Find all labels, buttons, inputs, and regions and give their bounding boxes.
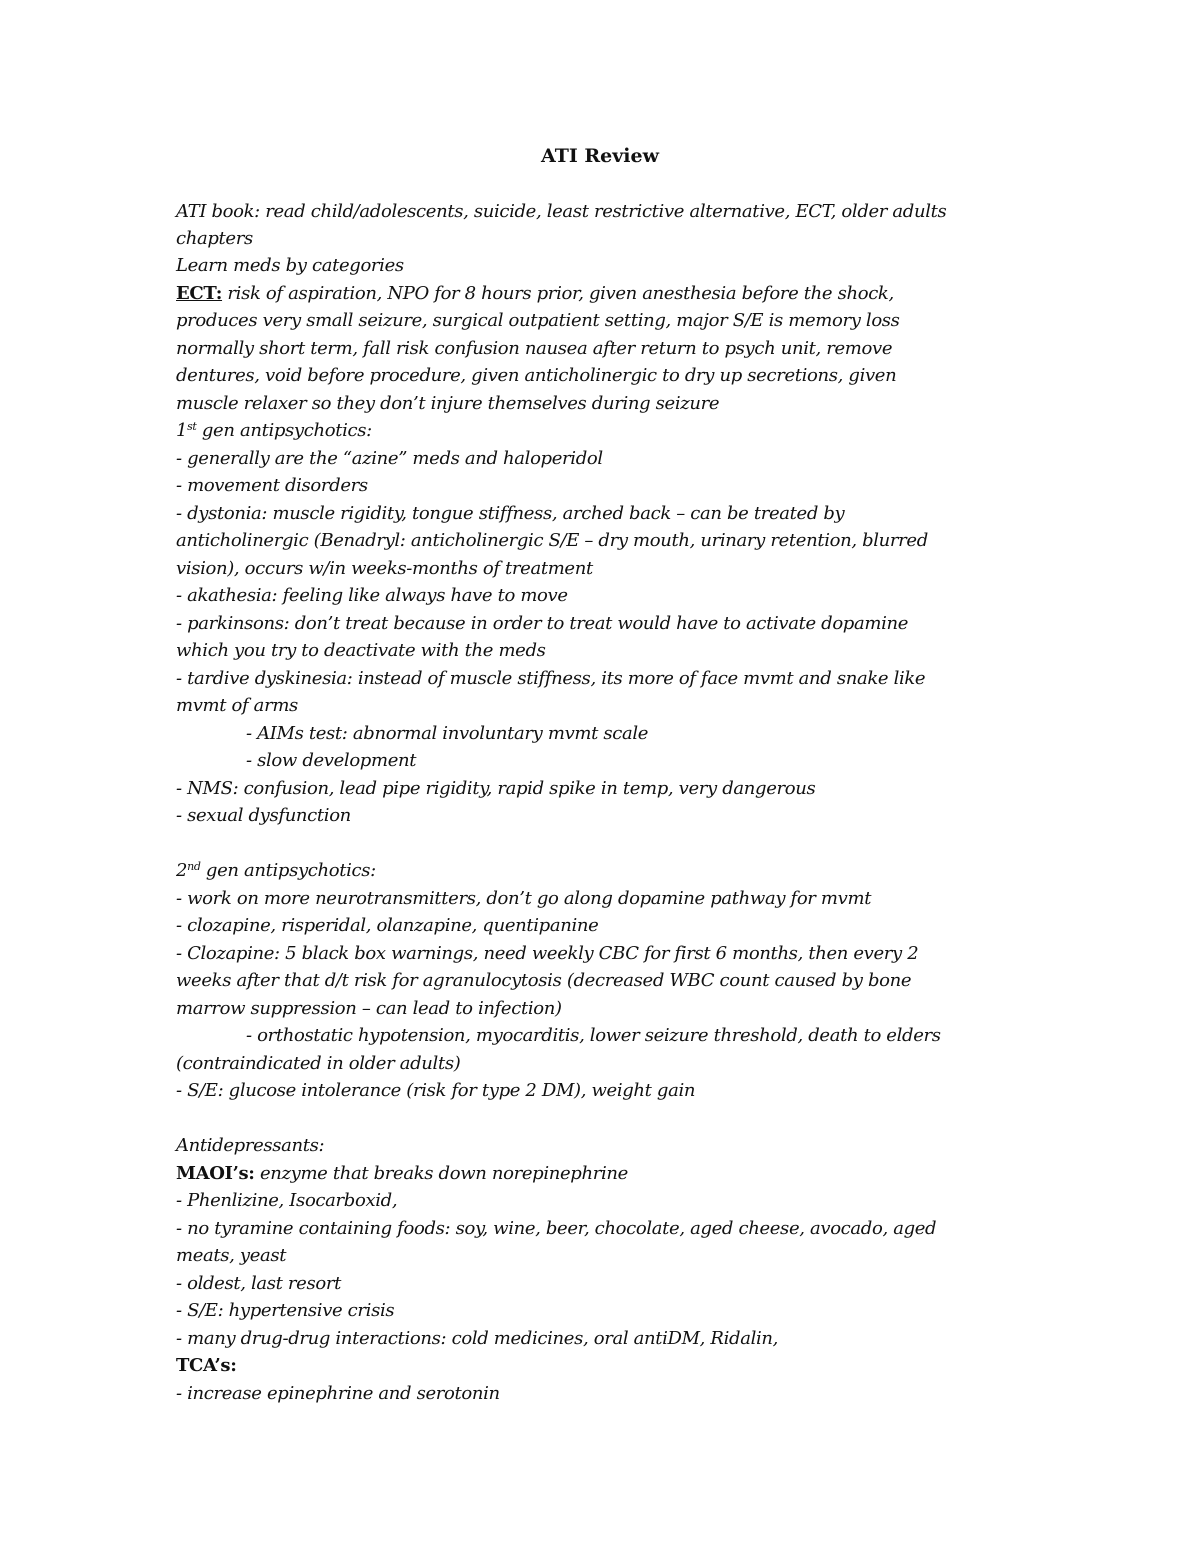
maoi-item-tyramine-2: meats, yeast [176, 1245, 287, 1266]
second-gen-item-clozapine: - Clozapine: 5 black box warnings, need weekly CBC for first 6 months, then every 2 [176, 943, 919, 964]
first-gen-item-akathesia: - akathesia: feeling like always have to move [176, 585, 568, 606]
first-gen-item-azine: - generally are the “azine” meds and haloperidol [176, 448, 603, 469]
first-gen-subitem-aims: - AIMs test: abnormal involuntary mvmt scale [246, 723, 649, 744]
ect-line [176, 280, 894, 307]
first-gen-item-parkinsons: - parkinsons: don’t treat because in order to treat would have to activate dopamine [176, 613, 909, 634]
maoi-item-tyramine: - no tyramine containing foods: soy, wine, beer, chocolate, aged cheese, avocado, aged [176, 1218, 937, 1239]
ect-line-3: normally short term, fall risk confusion nausea after return to psych unit, remove [176, 338, 893, 359]
first-gen-item-tardive-2: mvmt of arms [176, 695, 298, 716]
note-line-chapters: chapters [176, 228, 253, 249]
second-gen-subitem-orthostatic: - orthostatic hypotension, myocarditis, lower seizure threshold, death to elders [246, 1025, 941, 1046]
second-gen-item-clozapine-3: marrow suppression – can lead to infection) [176, 998, 562, 1019]
ect-line-5: muscle relaxer so they don’t injure themselves during seizure [176, 393, 720, 414]
first-gen-heading [176, 417, 372, 444]
maoi-text: enzyme that breaks down norepinephrine [254, 1163, 628, 1184]
ect-line-2: produces very small seizure, surgical outpatient setting, major S/E is memory loss [176, 310, 900, 331]
first-gen-item-nms: - NMS: confusion, lead pipe rigidity, rapid spike in temp, very dangerous [176, 778, 816, 799]
first-gen-item-dystonia-3: vision), occurs w/in weeks-months of treatment [176, 558, 593, 579]
first-gen-item-dystonia-2: anticholinergic (Benadryl: anticholinergic S/E – dry mouth, urinary retention, blurred [176, 530, 928, 551]
tca-label: TCA’s: [176, 1355, 237, 1376]
second-gen-heading [176, 857, 376, 884]
maoi-item-oldest: - oldest, last resort [176, 1273, 341, 1294]
first-gen-item-tardive: - tardive dyskinesia: instead of muscle stiffness, its more of face mvmt and snake like [176, 668, 926, 689]
tca-line [176, 1352, 237, 1379]
second-gen-item-drugs: - clozapine, risperidal, olanzapine, quentipanine [176, 915, 599, 936]
second-gen-text: gen antipsychotics: [200, 860, 376, 881]
maoi-item-drugs: - Phenlizine, Isocarboxid, [176, 1190, 398, 1211]
ect-text: risk of aspiration, NPO for 8 hours prior, given anesthesia before the shock, [222, 283, 894, 304]
tca-item-increase: - increase epinephrine and serotonin [176, 1383, 500, 1404]
note-line-ati-book: ATI book: read child/adolescents, suicide, least restrictive alternative, ECT, older adults [176, 201, 947, 222]
note-line-learn-meds: Learn meds by categories [176, 255, 404, 276]
first-gen-item-sexual: - sexual dysfunction [176, 805, 351, 826]
second-gen-ordinal: nd [187, 860, 201, 873]
second-gen-item-clozapine-2: weeks after that d/t risk for agranulocytosis (decreased WBC count caused by bone [176, 970, 912, 991]
first-gen-text: gen antipsychotics: [196, 420, 372, 441]
first-gen-ordinal: st [187, 420, 197, 433]
ect-label: ECT: [176, 283, 223, 304]
second-gen-subitem-orthostatic-2: (contraindicated in older adults) [176, 1053, 461, 1074]
second-gen-item-neuro: - work on more neurotransmitters, don’t go along dopamine pathway for mvmt [176, 888, 872, 909]
second-gen-number: 2 [176, 860, 188, 881]
first-gen-item-parkinsons-2: which you try to deactivate with the meds [176, 640, 546, 661]
maoi-label: MAOI’s: [176, 1163, 255, 1184]
page-title: ATI Review [541, 145, 659, 167]
first-gen-subitem-slow: - slow development [246, 750, 417, 771]
first-gen-item-movement: - movement disorders [176, 475, 368, 496]
antidepressants-heading: Antidepressants: [176, 1135, 325, 1156]
first-gen-number: 1 [176, 420, 188, 441]
first-gen-item-dystonia: - dystonia: muscle rigidity, tongue stiffness, arched back – can be treated by [176, 503, 845, 524]
second-gen-item-se: - S/E: glucose intolerance (risk for type 2 DM), weight gain [176, 1080, 696, 1101]
maoi-item-se: - S/E: hypertensive crisis [176, 1300, 395, 1321]
maoi-line [176, 1160, 628, 1187]
ect-line-4: dentures, void before procedure, given anticholinergic to dry up secretions, given [176, 365, 897, 386]
maoi-item-interactions: - many drug-drug interactions: cold medicines, oral antiDM, Ridalin, [176, 1328, 779, 1349]
